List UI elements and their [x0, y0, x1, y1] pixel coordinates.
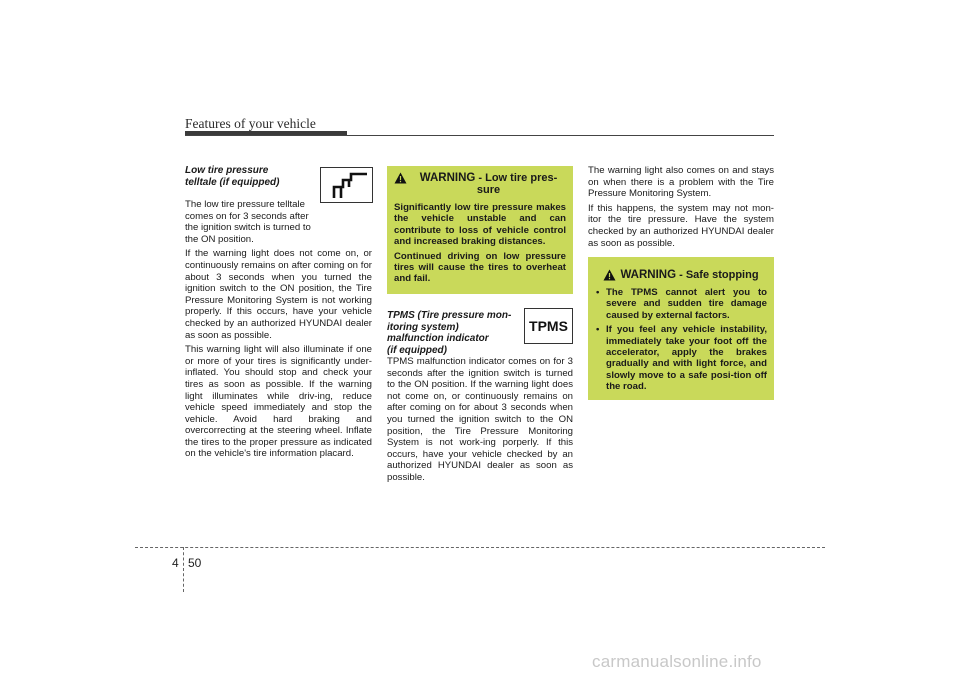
heading-line: Low tire pressure	[185, 165, 269, 176]
warning-paragraph: Significantly low tire pressure makes the vehicle unstable and can contribute to loss of vehicle control and increased braking distances.	[394, 202, 566, 248]
column-right	[588, 165, 774, 252]
footer-rule	[135, 547, 825, 548]
chapter-number: 4	[172, 556, 179, 570]
warning-triangle-icon	[603, 269, 616, 281]
warning-list-item: • If you feel any vehicle instability, immediately take your foot off the accelerator, apply the brakes gradually and with light force, and slowly move to a safe posi-tion off the road.	[595, 324, 767, 392]
warning-title	[394, 172, 566, 196]
heading-line: TPMS (Tire pressure mon-	[387, 310, 512, 321]
warning-box-low-tire-pressure	[387, 166, 573, 294]
warning-list-item: • The TPMS cannot alert you to severe and sudden tire damage caused by external factors.	[595, 287, 767, 321]
paragraph: The low tire pressure telltale comes on for 3 seconds after the ignition switch is turned to the ON position.	[185, 199, 311, 245]
heading-line: itoring system)	[387, 321, 459, 333]
warning-title	[595, 269, 767, 281]
warning-triangle-icon	[394, 172, 407, 184]
paragraph: If this happens, the system may not mon-itor the tire pressure. Have the system checked by an authorized HYUNDAI dealer as soon as possible.	[588, 202, 774, 249]
section-heading-tpms	[387, 310, 573, 356]
heading-line: malfunction indicator	[387, 333, 489, 344]
heading-line: telltale (if equipped)	[185, 176, 280, 188]
page-header-title: Features of your vehicle	[185, 116, 316, 131]
section-heading-low-tire-telltale	[185, 165, 372, 188]
paragraph: TPMS malfunction indicator comes on for 3 seconds after the ignition switch is turned to the ON position. If the warning light does not come on, or continuously remains on after coming on for about 3 seconds when you turned the ignition switch to the ON position, the Tire Pressure Monitoring System is not work-ing porperly. If this occurs, have your vehicle checked by an authorized HYUNDAI dealer as soon as possible.	[387, 356, 573, 483]
paragraph: If the warning light does not come on, or continuously remains on after coming on for about 3 seconds when you turned the ignition switch to the ON position, the Tire Pressure Monitoring System is not working properly. If this occurs, have your vehicle checked by an authorized HYUNDAI dealer as soon as possible.	[185, 248, 372, 341]
paragraph: This warning light will also illuminate if one or more of your tires is significantly under-inflated. You should stop and check your tires as soon as possible. If the warning light illuminates while driv-ing, reduce vehicle speed immediately and stop the vehicle. Avoid hard braking and overcorrecting at the steering wheel. Inflate the tires to the proper pressure as indicated on the vehicle's tire information placard.	[185, 344, 372, 460]
warning-subtitle: - Safe stopping	[676, 269, 759, 281]
footer-divider	[183, 547, 184, 592]
warning-paragraph: Continued driving on low pressure tires will cause the tires to overheat and fail.	[394, 250, 566, 285]
paragraph: The warning light also comes on and stays on when there is a problem with the Tire Pressure Monitoring System.	[588, 165, 774, 200]
warning-word: WARNING	[620, 269, 677, 281]
warning-box-safe-stopping	[588, 257, 774, 400]
column-middle	[387, 310, 573, 487]
watermark: carmanualsonline.info	[592, 652, 762, 671]
warning-list	[595, 287, 767, 393]
heading-line: (if equipped)	[387, 344, 447, 356]
tpms-indicator-icon: TPMS	[524, 308, 573, 344]
warning-subtitle: - Low tire pres-sure	[475, 172, 558, 196]
header-rule	[185, 135, 774, 136]
page-number: 50	[188, 556, 202, 570]
warning-word: WARNING	[419, 172, 476, 184]
column-left	[185, 165, 372, 463]
